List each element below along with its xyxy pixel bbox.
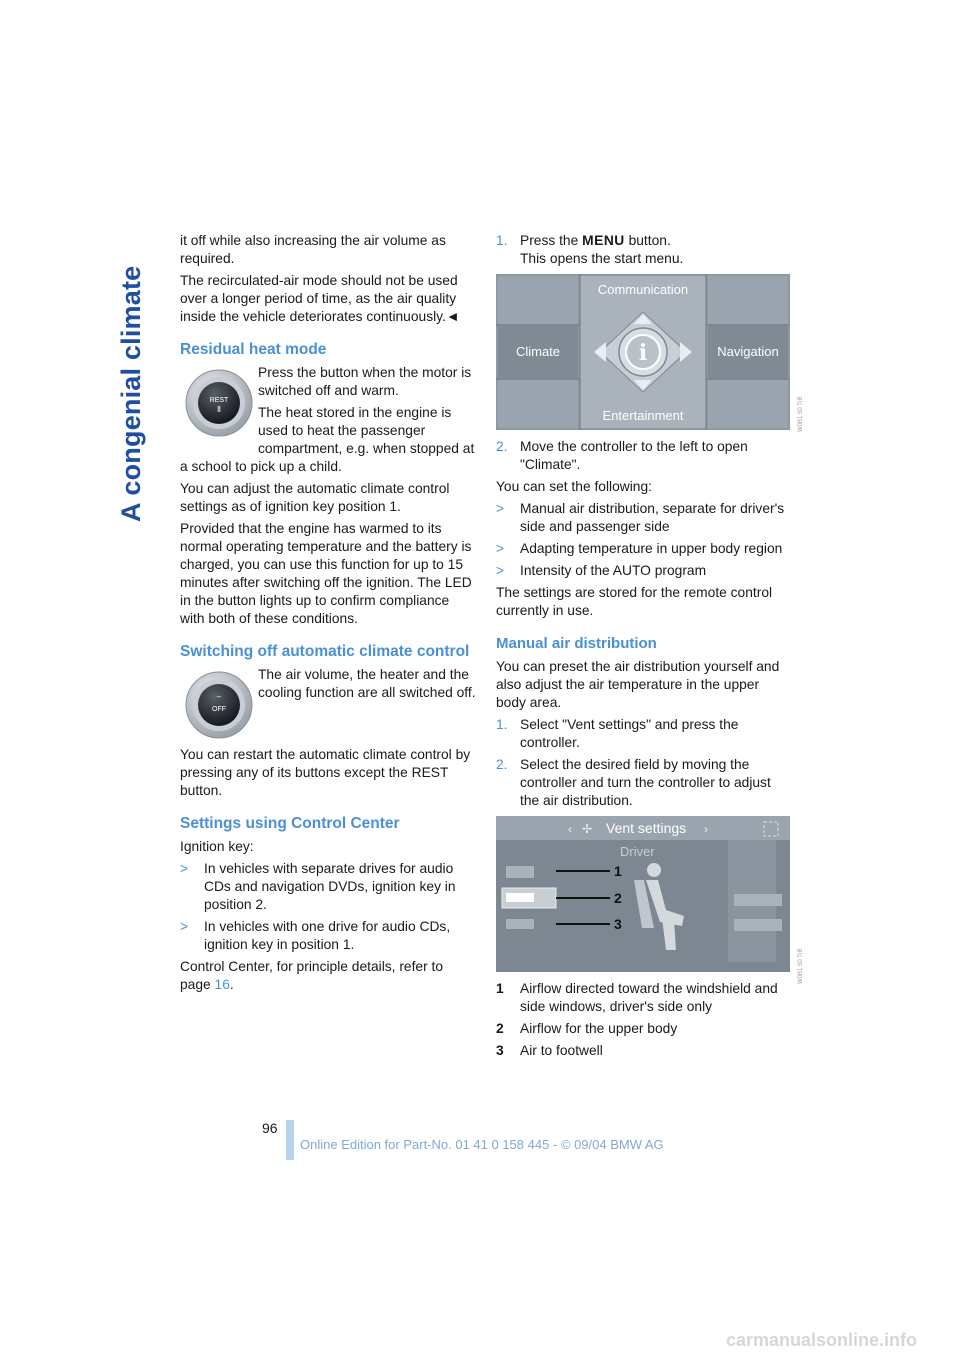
- residual-para-3: You can adjust the automatic climate control settings as of ignition key position 1.: [180, 481, 450, 514]
- image-code-2: W0B1 50 TIB: [798, 948, 804, 984]
- footer-text: Online Edition for Part-No. 01 41 0 158 445 - © 09/04 BMW AG: [300, 1137, 664, 1152]
- vent-screen-title: Vent settings: [606, 820, 687, 836]
- menu-item-climate: Climate: [515, 344, 561, 359]
- heading-control-center: Settings using Control Center: [180, 815, 400, 832]
- fan-icon: ✢: [582, 822, 593, 836]
- callout-3: 3: [614, 916, 622, 932]
- residual-para-4: Provided that the engine has warmed to its normal operating temperature and the battery is charged, you can use this function for up to 15 minutes after switching off the ignition. The LED in the button lights up to confirm compliance with both of these conditions.: [180, 521, 472, 626]
- bullet-item: > In vehicles with one drive for audio CDs, ignition key in position 1.: [180, 919, 451, 952]
- info-icon: i: [638, 340, 648, 366]
- left-column: [180, 232, 476, 998]
- callout-2: 2: [614, 890, 622, 906]
- callout-1: 1: [614, 863, 622, 879]
- heading-residual-heat: Residual heat mode: [180, 341, 327, 358]
- menu-item-entertainment: Entertainment: [602, 408, 684, 423]
- manual-step-2: 2. Select the desired field by moving the controller and turn the controller to adjust the air distribution.: [496, 757, 771, 808]
- svg-text:–: –: [216, 692, 222, 701]
- bullet-item: > Adapting temperature in upper body region: [496, 541, 783, 556]
- ignition-key-label: Ignition key:: [180, 839, 254, 854]
- watermark: carmanualsonline.info: [726, 1330, 918, 1350]
- legend-item-3: 3 Air to footwell: [496, 1043, 603, 1058]
- menu-key-label: MENU: [582, 233, 625, 248]
- residual-para-2: The heat stored in the engine is used to heat the passenger compartment, e.g. when stopped at a school to pick up a child.: [180, 405, 475, 474]
- start-menu-screenshot: [496, 274, 790, 430]
- svg-text:›: ›: [704, 822, 708, 836]
- driver-label: Driver: [620, 844, 655, 859]
- control-center-ref: Control Center, for principle details, refer to page 16.: [180, 959, 444, 992]
- footer-bar: [286, 1120, 294, 1160]
- intro-paragraph: it off while also increasing the air volume as required.: [180, 233, 446, 266]
- switch-off-para-2: You can restart the automatic climate control by pressing any of its buttons except the REST button.: [180, 747, 471, 798]
- manual-intro: You can preset the air distribution yourself and also adjust the air temperature in the upper body area.: [496, 659, 780, 710]
- legend-item-1: 1 Airflow directed toward the windshield and side windows, driver's side only: [496, 981, 778, 1014]
- off-label: OFF: [212, 706, 226, 713]
- residual-para-1: Press the button when the motor is switched off and warm.: [258, 365, 472, 398]
- can-set-text: You can set the following:: [496, 479, 652, 494]
- heading-switch-off: Switching off automatic climate control: [180, 643, 470, 660]
- stored-text: The settings are stored for the remote control currently in use.: [496, 585, 773, 618]
- bullet-item: > Intensity of the AUTO program: [496, 563, 707, 578]
- right-column: [496, 232, 792, 1064]
- heading-manual-air: Manual air distribution: [496, 635, 657, 652]
- side-title: A congenial climate: [116, 265, 146, 522]
- rest-label: REST: [209, 397, 229, 404]
- menu-item-communication: Communication: [597, 282, 689, 297]
- vent-settings-screenshot: [496, 816, 790, 972]
- step-1: 1. Press the MENU button. This opens the start menu.: [496, 233, 684, 266]
- bullet-item: > In vehicles with separate drives for audio CDs and navigation DVDs, ignition key in position 2.: [180, 861, 456, 912]
- rest-button-image: [180, 364, 258, 442]
- step-2: 2. Move the controller to the left to open "Climate".: [496, 439, 748, 472]
- switch-off-para-1: The air volume, the heater and the cooling function are all switched off.: [258, 667, 476, 700]
- legend-item-2: 2 Airflow for the upper body: [496, 1021, 678, 1036]
- page-16-link[interactable]: 16: [214, 977, 230, 992]
- image-code-1: W0B1 50 TIB: [798, 396, 804, 432]
- off-button-image: [180, 666, 258, 744]
- recirculated-note: The recirculated-air mode should not be used over a longer period of time, as the air quality inside the vehicle deteriorates continuously.◄: [180, 273, 460, 324]
- page-number: 96: [262, 1120, 278, 1136]
- bullet-item: > Manual air distribution, separate for driver's side and passenger side: [496, 501, 785, 534]
- svg-text:‹: ‹: [568, 822, 572, 836]
- manual-step-1: 1. Select "Vent settings" and press the controller.: [496, 717, 739, 750]
- svg-text:⦀: ⦀: [217, 405, 221, 414]
- menu-item-navigation: Navigation: [717, 344, 779, 359]
